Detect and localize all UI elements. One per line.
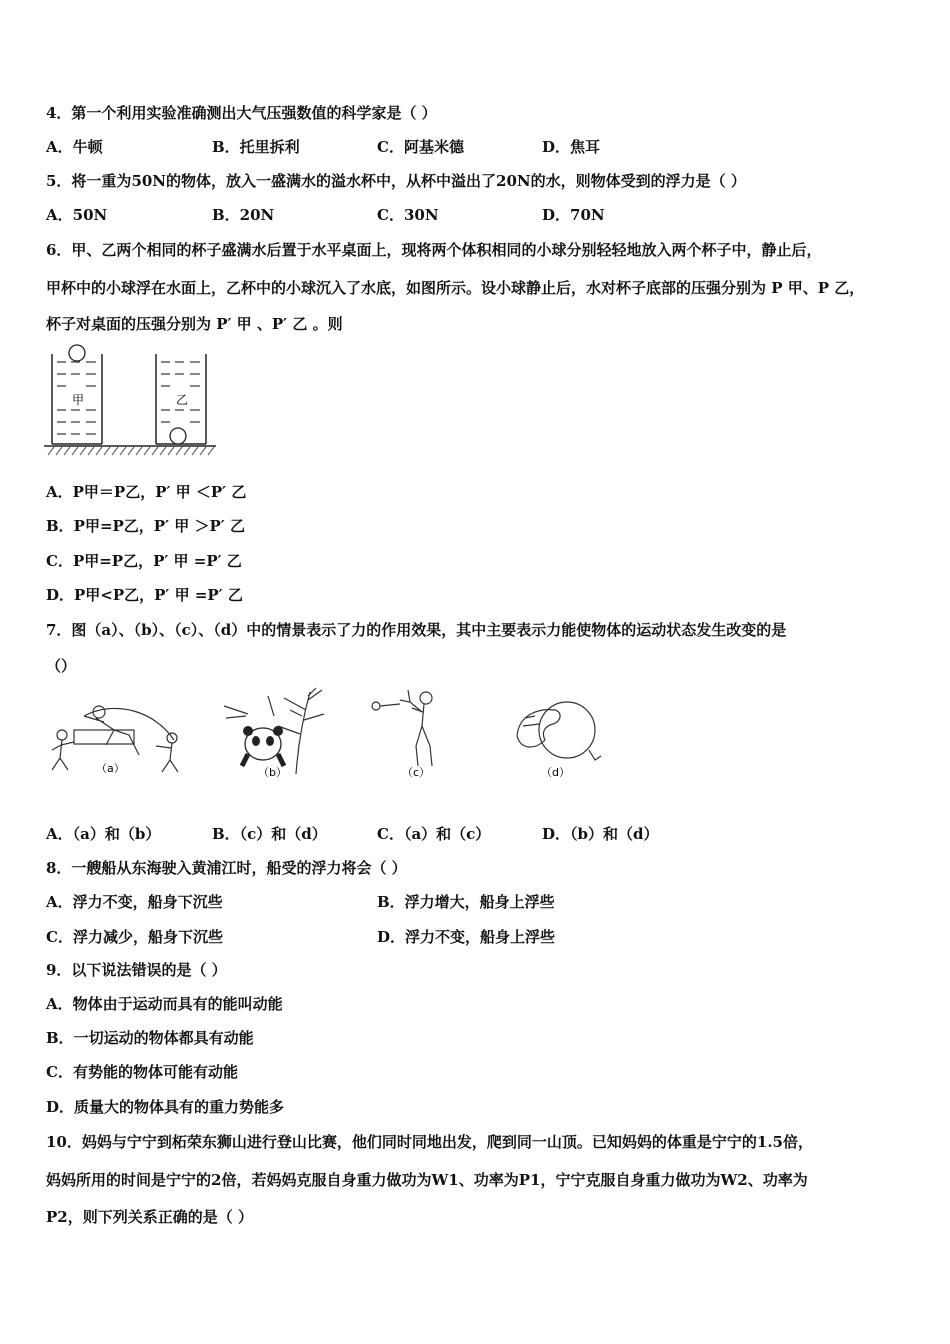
- figure-c-batter: [366, 686, 466, 778]
- q7-option-a: A．（a）和（b）: [46, 825, 161, 843]
- q5-option-c: C．30N: [377, 206, 439, 224]
- figure-d-ball: [505, 700, 615, 778]
- q6-option-a: A．P甲＝P乙，P′ 甲 ＜P′ 乙: [46, 483, 247, 501]
- q6-option-d: D．P甲<P乙，P′ 甲 =P′ 乙: [46, 586, 243, 604]
- q7-option-b: B．（c）和（d）: [212, 825, 327, 843]
- figure-a-people: [44, 700, 194, 775]
- q6-stem-line1: 6．甲、乙两个相同的杯子盛满水后置于水平桌面上，现将两个体积相同的小球分别轻轻地放入两个杯子中，静止后，: [46, 241, 822, 259]
- q6-stem-line2: 甲杯中的小球浮在水面上，乙杯中的小球沉入了水底，如图所示。设小球静止后，水对杯子底部的压强分别为 P 甲、P 乙，: [46, 279, 865, 297]
- q9-option-c: C．有势能的物体可能有动能: [46, 1063, 238, 1081]
- q4-option-a: A．牛顿: [46, 138, 103, 156]
- q5-option-a: A．50N: [46, 206, 108, 224]
- cup-jia-label: 甲: [72, 393, 85, 407]
- q5-option-b: B．20N: [212, 206, 275, 224]
- q8-option-c: C．浮力减少，船身下沉些: [46, 928, 223, 946]
- q9-stem: 9．以下说法错误的是（ ）: [46, 961, 227, 979]
- q8-option-d: D．浮力不变，船身上浮些: [377, 928, 556, 946]
- q4-option-c: C．阿基米德: [377, 138, 464, 156]
- sunk-ball: [170, 428, 186, 444]
- figure-b-panda: [218, 686, 328, 778]
- q4-option-d: D．焦耳: [542, 138, 601, 156]
- cups-figure: [44, 342, 224, 462]
- q7-stem-paren: （）: [46, 657, 77, 675]
- cup-yi: [156, 354, 206, 444]
- figure-c-caption: （c）: [402, 766, 431, 778]
- cup-jia: [52, 345, 102, 444]
- q4-option-b: B．托里拆利: [212, 138, 300, 156]
- figure-d-caption: （d）: [541, 766, 570, 778]
- q7-option-c: C．（a）和（c）: [377, 825, 491, 843]
- figure-a-caption: （a）: [96, 762, 125, 775]
- q5-stem: 5．将一重为50N的物体，放入一盛满水的溢水杯中，从杯中溢出了20N的水，则物体受到的浮力是（ ）: [46, 172, 746, 190]
- q7-stem: 7．图（a）、（b）、（c）、（d）中的情景表示了力的作用效果，其中主要表示力能使物体的运动状态发生改变的是: [46, 621, 787, 639]
- q4-stem: 4．第一个利用实验准确测出大气压强数值的科学家是（ ）: [46, 104, 437, 122]
- q8-option-a: A．浮力不变，船身下沉些: [46, 893, 223, 911]
- q7-option-d: D．（b）和（d）: [542, 825, 659, 843]
- q10-stem-line3: P2，则下列关系正确的是（ ）: [46, 1208, 253, 1226]
- figure-b-caption: （b）: [258, 766, 287, 778]
- q8-stem: 8．一艘船从东海驶入黄浦江时，船受的浮力将会（ ）: [46, 859, 407, 877]
- q6-option-c: C．P甲=P乙，P′ 甲 =P′ 乙: [46, 552, 242, 570]
- q10-stem-line1: 10．妈妈与宁宁到柘荣东狮山进行登山比赛，他们同时同地出发，爬到同一山顶。已知妈妈的体重是宁宁的1.5倍，: [46, 1133, 813, 1151]
- q10-stem-line2: 妈妈所用的时间是宁宁的2倍，若妈妈克服自身重力做功为W1、功率为P1，宁宁克服自身重力做功为W2、功率为: [46, 1171, 808, 1189]
- cup-yi-label: 乙: [176, 393, 189, 407]
- q8-option-b: B．浮力增大，船身上浮些: [377, 893, 555, 911]
- q6-option-b: B．P甲=P乙，P′ 甲 ＞P′ 乙: [46, 517, 245, 535]
- q6-stem-line3: 杯子对桌面的压强分别为 P′ 甲 、P′ 乙 。则: [46, 315, 343, 333]
- table-hatching: [48, 447, 214, 455]
- q5-option-d: D．70N: [542, 206, 605, 224]
- q9-option-d: D．质量大的物体具有的重力势能多: [46, 1098, 285, 1116]
- q9-option-a: A．物体由于运动而具有的能叫动能: [46, 995, 283, 1013]
- q9-option-b: B．一切运动的物体都具有动能: [46, 1029, 254, 1047]
- floating-ball: [69, 345, 85, 361]
